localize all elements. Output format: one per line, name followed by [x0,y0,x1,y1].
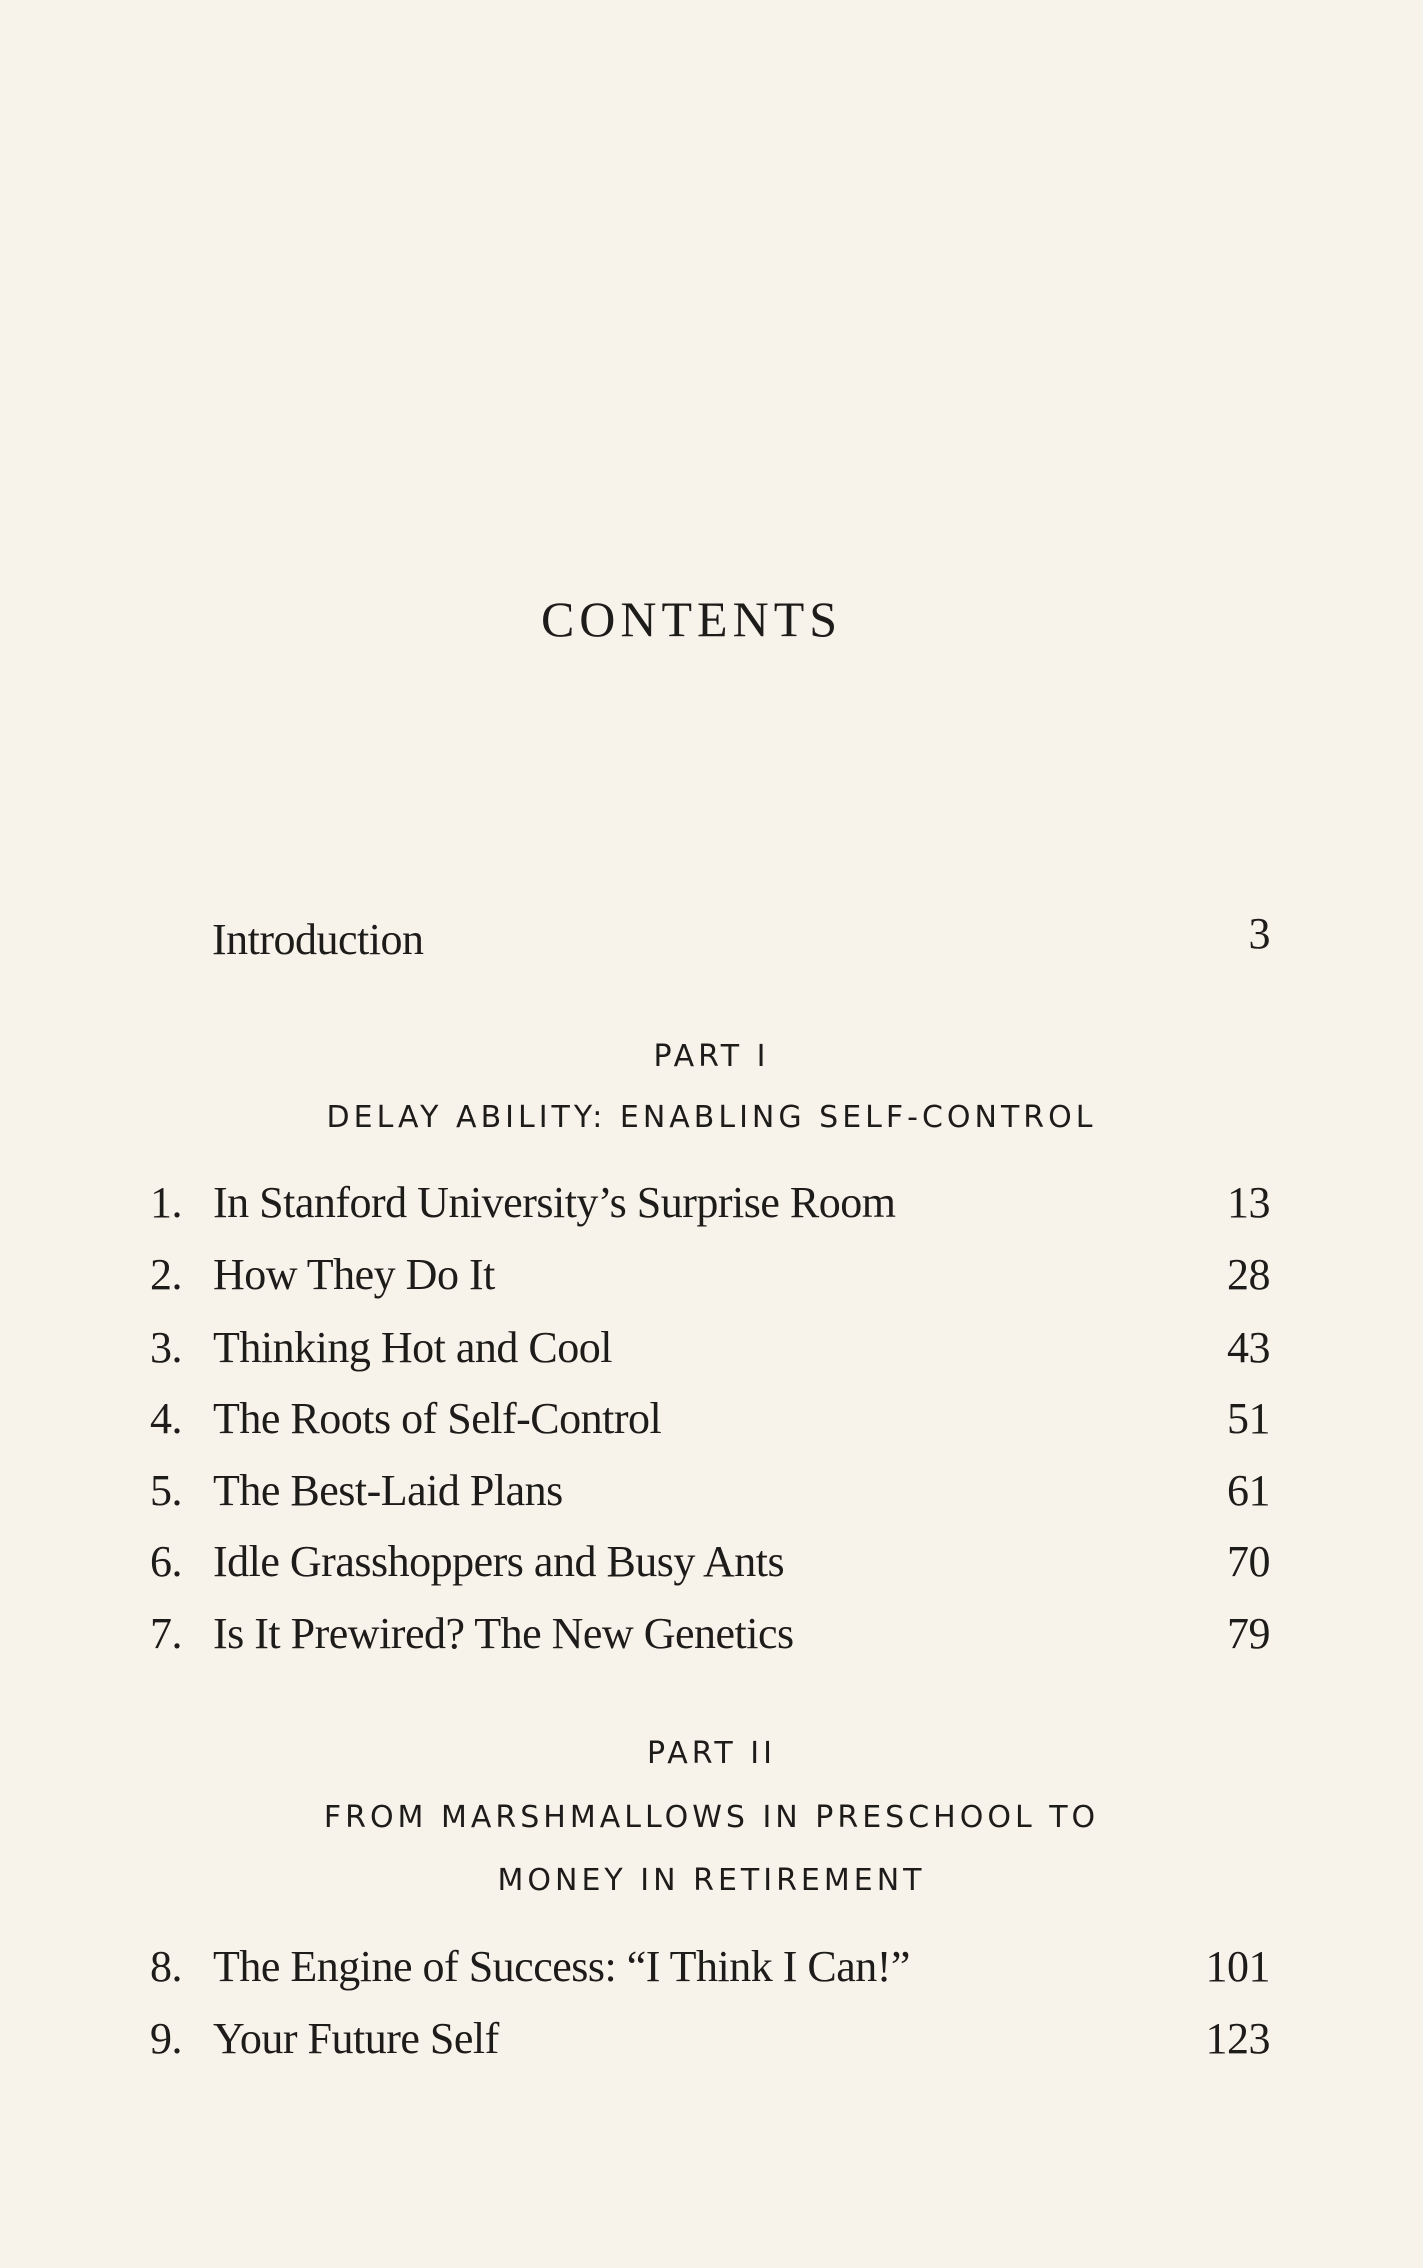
entry-title: Introduction [212,915,424,964]
chapter-page: 61 [1227,1466,1270,1515]
chapter-page: 13 [1227,1178,1270,1227]
chapter-page: 28 [1227,1250,1270,1299]
chapter-title: The Engine of Success: “I Think I Can!” [213,1942,910,1991]
chapter-number: 9. [150,2014,182,2063]
chapter-title: Is It Prewired? The New Genetics [213,1609,794,1658]
chapter-number: 8. [150,1942,182,1991]
entry-page: 3 [1248,909,1270,958]
chapter-number: 3. [150,1323,182,1372]
page-title: CONTENTS [540,591,843,647]
chapter-title: How They Do It [213,1250,495,1299]
chapter-title: Idle Grasshoppers and Busy Ants [213,1537,785,1586]
chapter-number: 2. [150,1250,182,1299]
part-label: PART I [653,1039,770,1074]
chapter-page: 79 [1227,1609,1270,1658]
chapter-title: The Best-Laid Plans [213,1466,563,1515]
chapter-title: The Roots of Self-Control [213,1394,662,1443]
chapter-page: 51 [1227,1394,1270,1443]
chapter-number: 5. [150,1466,182,1515]
chapter-number: 7. [150,1609,182,1658]
chapter-title: Your Future Self [213,2014,499,2063]
chapter-number: 6. [150,1537,182,1586]
chapter-page: 43 [1227,1323,1270,1372]
chapter-title: In Stanford University’s Surprise Room [213,1178,896,1227]
part-title: FROM MARSHMALLOWS IN PRESCHOOL TO [323,1800,1100,1835]
part-label: PART II [647,1736,776,1771]
chapter-page: 101 [1205,1942,1270,1991]
chapter-number: 1. [150,1178,182,1227]
chapter-page: 70 [1227,1537,1270,1586]
chapter-number: 4. [150,1394,182,1443]
chapter-page: 123 [1205,2014,1270,2063]
chapter-title: Thinking Hot and Cool [213,1323,612,1372]
part-title: MONEY IN RETIREMENT [497,1863,926,1898]
part-title: DELAY ABILITY: ENABLING SELF-CONTROL [326,1100,1097,1135]
